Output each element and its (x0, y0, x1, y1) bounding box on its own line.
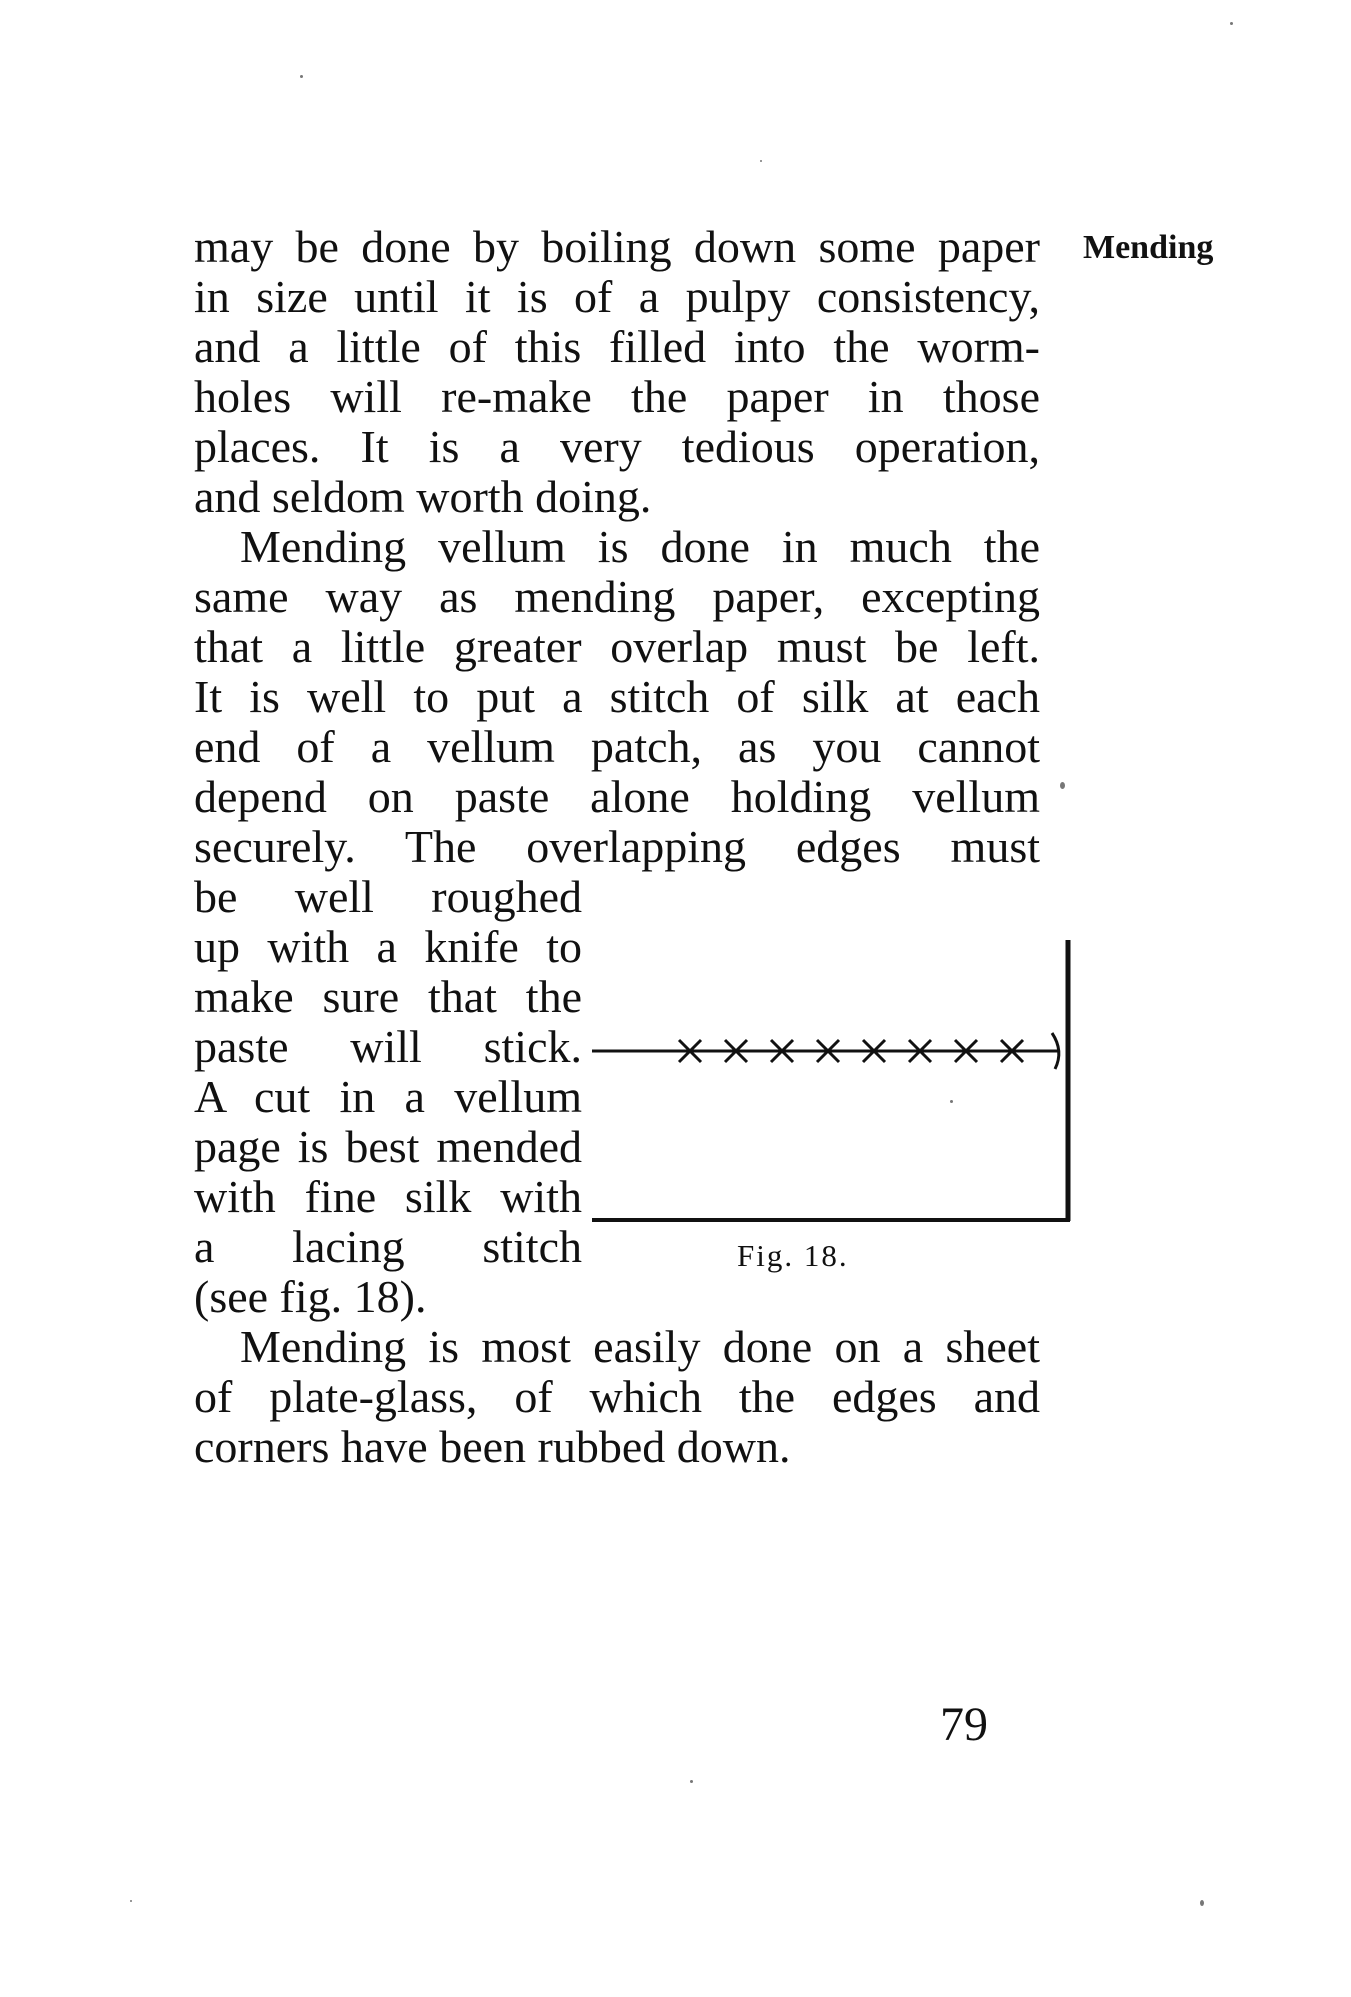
text-line: It is well to put a stitch of silk at each (194, 671, 1040, 722)
text-line: holes will re-make the paper in those (194, 371, 1040, 422)
text-line: and a little of this filled into the worm- (194, 321, 1040, 372)
text-line: (see fig. 18). (194, 1271, 427, 1322)
text-line: Mending is most easily done on a sheet (240, 1321, 1040, 1372)
scan-speck (1230, 22, 1233, 25)
scan-speck (690, 1780, 693, 1783)
text-line: page is best mended (194, 1121, 582, 1172)
text-line: paste will stick. (194, 1021, 582, 1072)
text-line: depend on paste alone holding vellum (194, 771, 1040, 822)
margin-note: Mending (1083, 229, 1214, 266)
text-line: A cut in a vellum (194, 1071, 582, 1122)
text-line: with fine silk with (194, 1171, 582, 1222)
text-line: end of a vellum patch, as you cannot (194, 721, 1040, 772)
text-line: and seldom worth doing. (194, 471, 652, 522)
scan-speck (1200, 1900, 1204, 1906)
scan-speck (1060, 782, 1065, 789)
scan-speck (950, 1100, 953, 1103)
page-number: 79 (940, 1698, 988, 1751)
text-line: a lacing stitch (194, 1221, 582, 1272)
text-line: same way as mending paper, excepting (194, 571, 1040, 622)
text-line: securely. The overlapping edges must (194, 821, 1040, 872)
text-line: up with a knife to (194, 921, 582, 972)
scan-speck (300, 75, 303, 78)
text-line: make sure that the (194, 971, 582, 1022)
text-line: of plate-glass, of which the edges and (194, 1371, 1040, 1422)
text-line: Mending vellum is done in much the (240, 521, 1040, 572)
text-line: be well roughed (194, 871, 582, 922)
lacing-stitch-figure (590, 930, 1090, 1230)
figure-caption: Fig. 18. (737, 1238, 849, 1273)
scan-speck (760, 160, 762, 162)
text-line: places. It is a very tedious operation, (194, 421, 1040, 472)
scan-speck (130, 1900, 132, 1902)
text-line: in size until it is of a pulpy consistency, (194, 271, 1040, 322)
text-line: may be done by boiling down some paper (194, 221, 1040, 272)
text-line: corners have been rubbed down. (194, 1421, 791, 1472)
text-line: that a little greater overlap must be left. (194, 621, 1040, 672)
